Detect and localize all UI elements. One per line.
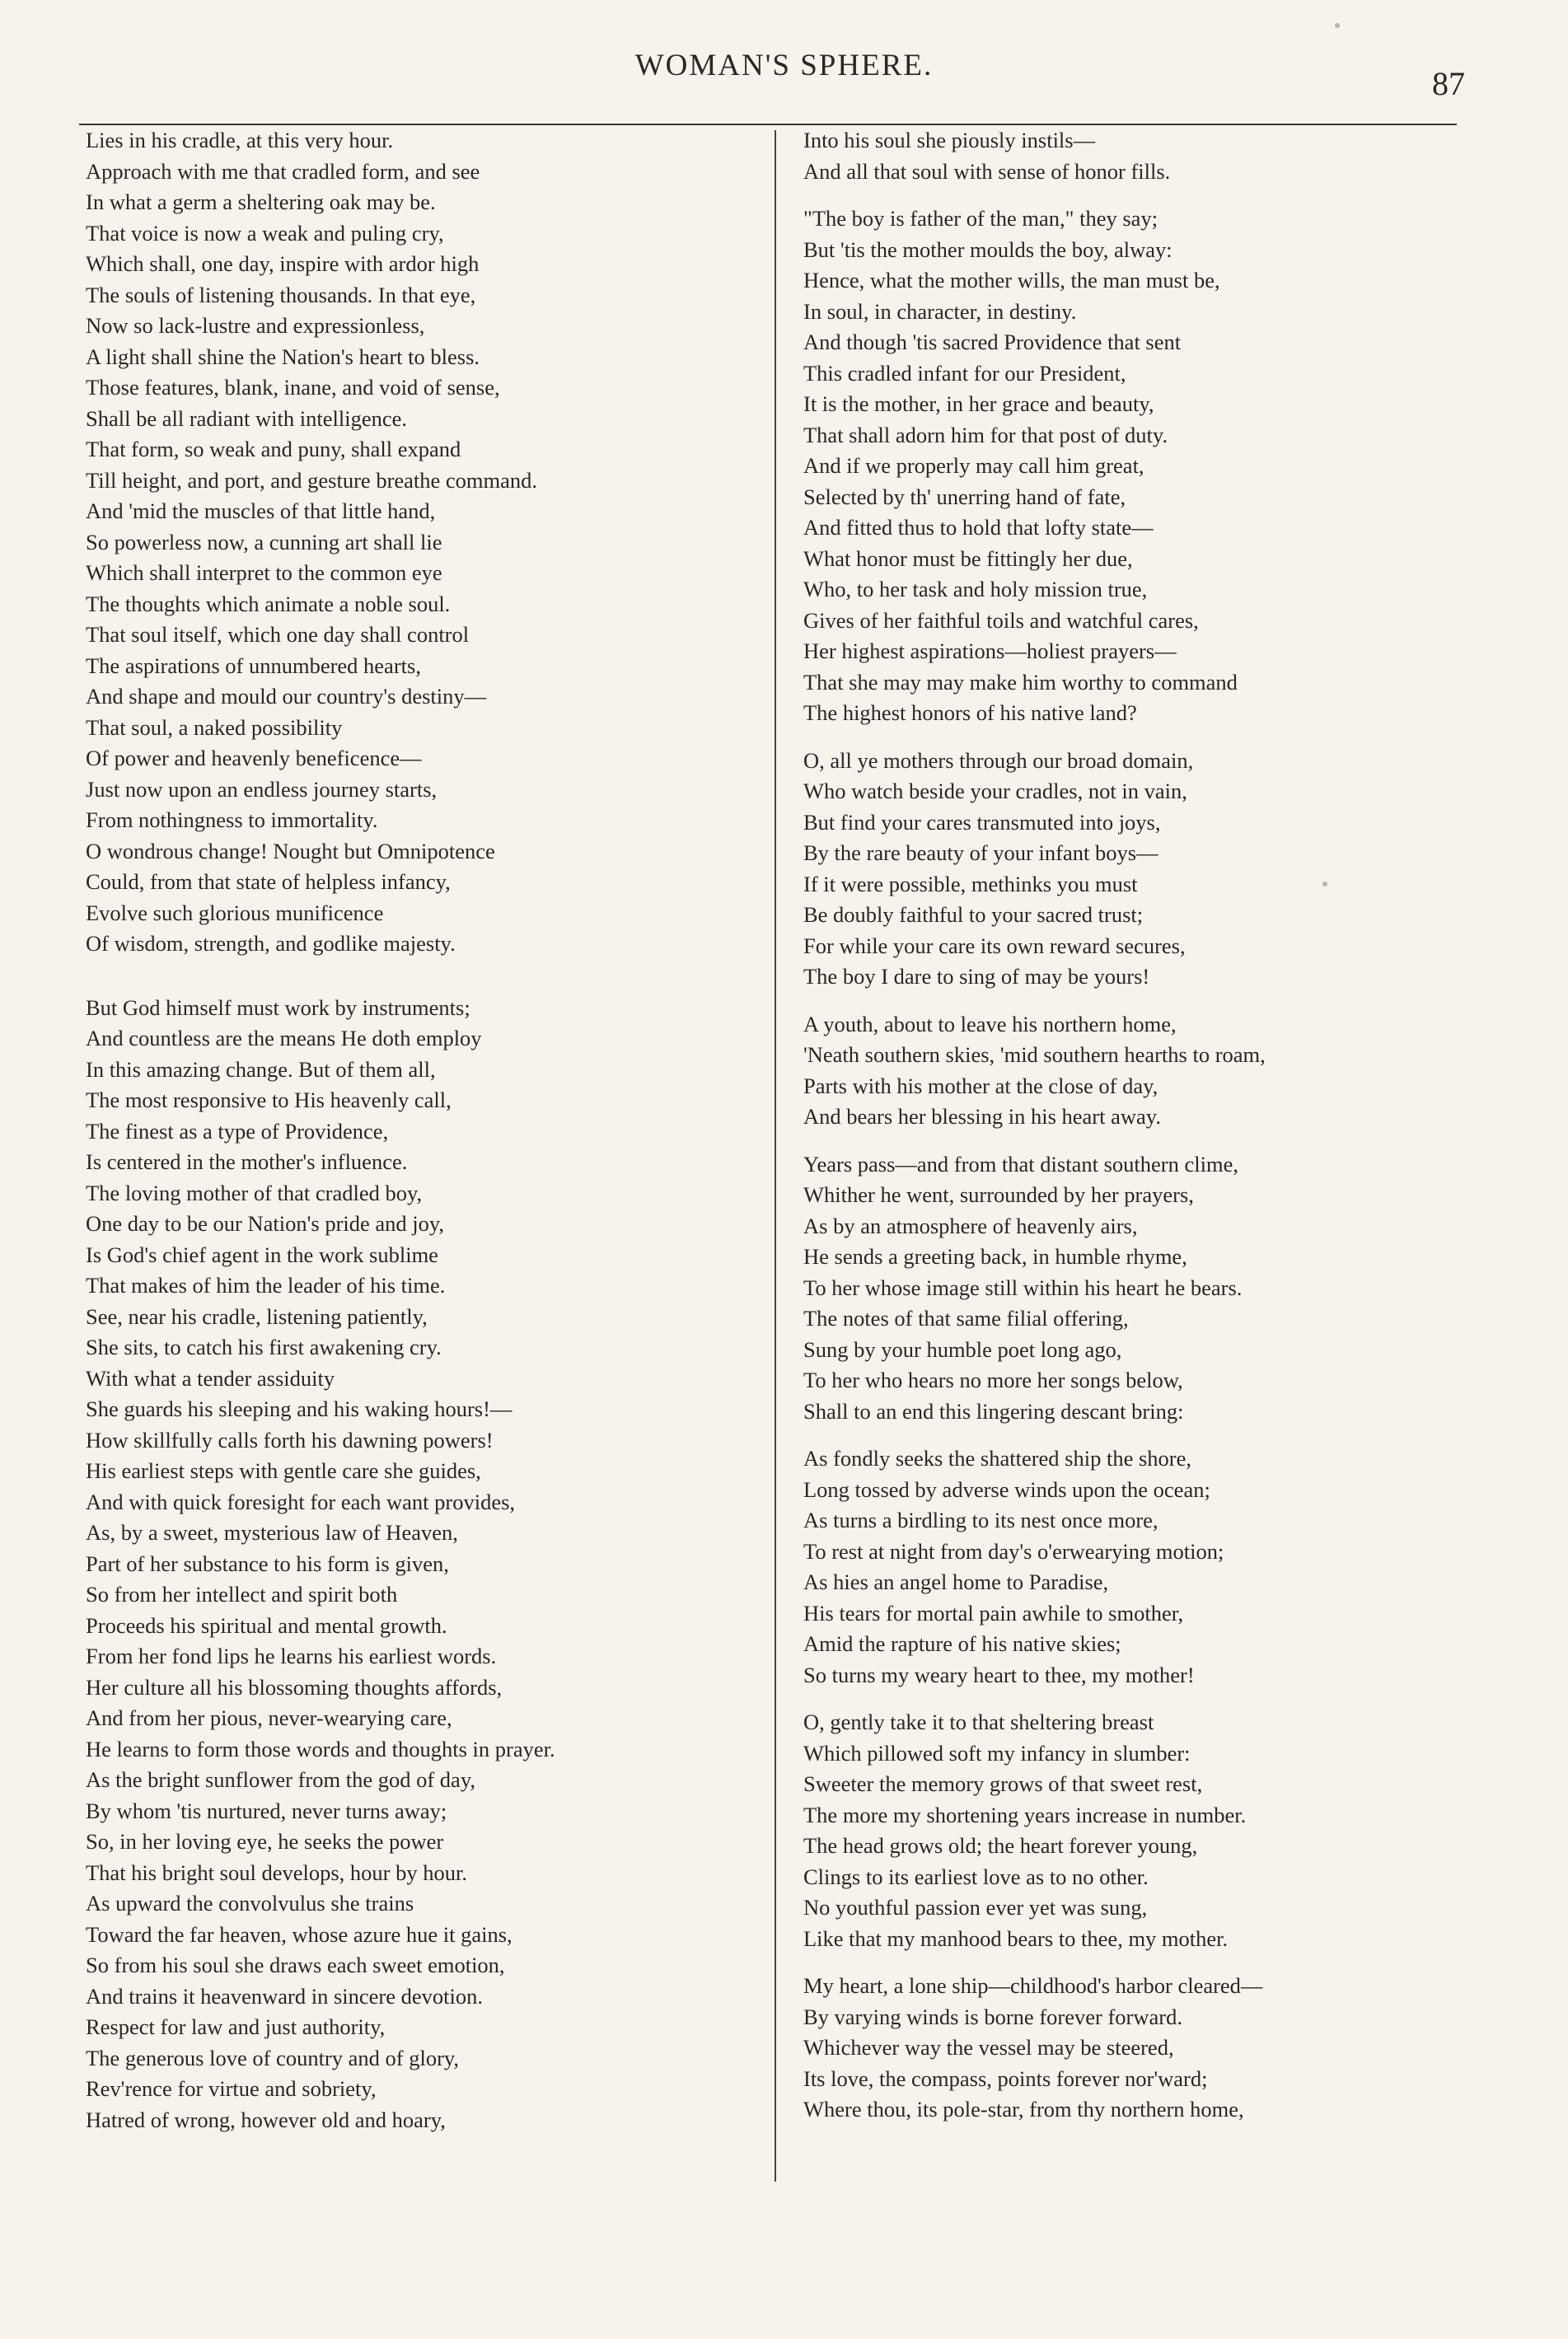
verse-line: With what a tender assiduity: [86, 1365, 335, 1391]
verse-line: Her culture all his blossoming thoughts affords,: [86, 1674, 503, 1700]
stanza: [86, 125, 745, 960]
verse-line: But God himself must work by instruments;: [86, 994, 470, 1020]
running-head: WOMAN'S SPHERE.: [634, 49, 934, 82]
verse-line: See, near his cradle, listening patiently,: [86, 1303, 428, 1329]
verse-line: Selected by th' unerring hand of fate,: [803, 484, 1126, 509]
verse-line: That soul, a naked possibility: [86, 714, 343, 740]
verse-line: And all that soul with sense of honor fills.: [803, 158, 1171, 184]
verse-line: She guards his sleeping and his waking hours!—: [86, 1396, 513, 1421]
verse-line: In what a germ a sheltering oak may be.: [86, 189, 436, 214]
verse-line: As hies an angel home to Paradise,: [803, 1569, 1109, 1594]
verse-line: And from her pious, never-wearying care,: [86, 1705, 452, 1730]
verse-line: And if we properly may call him great,: [803, 453, 1144, 478]
verse-line: And 'mid the muscles of that little hand,: [86, 498, 436, 523]
verse-line: So turns my weary heart to thee, my mother!: [803, 1662, 1195, 1687]
verse-line: Parts with his mother at the close of day,: [803, 1073, 1158, 1098]
verse-line: For while your care its own reward secures,: [803, 933, 1186, 958]
page-number: 87: [1432, 65, 1465, 102]
verse-line: Till height, and port, and gesture breathe command.: [86, 467, 538, 493]
verse-line: That shall adorn him for that post of duty.: [803, 422, 1168, 447]
stanza: [803, 1971, 1479, 2126]
verse-line: Just now upon an endless journey starts,: [86, 776, 438, 802]
verse-line: Rev'rence for virtue and sobriety,: [86, 2076, 377, 2101]
verse-line: The finest as a type of Providence,: [86, 1118, 389, 1144]
verse-line: By the rare beauty of your infant boys—: [803, 840, 1158, 865]
verse-line: Sung by your humble poet long ago,: [803, 1336, 1122, 1362]
verse-line: Is God's chief agent in the work sublime: [86, 1242, 438, 1267]
verse-line: Now so lack-lustre and expressionless,: [86, 313, 425, 338]
verse-line: Who watch beside your cradles, not in vain,: [803, 779, 1187, 803]
verse-line: And bears her blessing in his heart away.: [803, 1104, 1161, 1129]
verse-line: As turns a birdling to its nest once more,: [803, 1508, 1158, 1532]
verse-line: In soul, in character, in destiny.: [803, 298, 1077, 324]
verse-line: By whom 'tis nurtured, never turns away;: [86, 1798, 447, 1823]
verse-line: So, in her loving eye, he seeks the power: [86, 1829, 444, 1854]
stanza: [803, 203, 1479, 729]
verse-line: Which shall interpret to the common eye: [86, 560, 442, 585]
verse-line: What honor must be fittingly her due,: [803, 545, 1133, 571]
verse-line: Which pillowed soft my infancy in slumber:: [803, 1740, 1191, 1766]
verse-line: Her highest aspirations—holiest prayers—: [803, 639, 1177, 663]
verse-line: The loving mother of that cradled boy,: [86, 1180, 423, 1205]
verse-line: By varying winds is borne forever forward.: [803, 2004, 1182, 2029]
verse-line: O, all ye mothers through our broad domain,: [803, 747, 1194, 773]
verse-line: Shall to an end this lingering descant bring:: [803, 1398, 1184, 1424]
verse-line: To her whose image still within his heart he bears.: [803, 1275, 1243, 1300]
verse-line: That form, so weak and puny, shall expand: [86, 437, 461, 461]
verse-line: 'Neath southern skies, 'mid southern hearths to roam,: [803, 1042, 1266, 1067]
verse-line: Years pass—and from that distant southern clime,: [803, 1151, 1238, 1177]
verse-line: His earliest steps with gentle care she guides,: [86, 1458, 481, 1483]
verse-line: If it were possible, methinks you must: [803, 871, 1138, 896]
verse-line: Of wisdom, strength, and godlike majesty.: [86, 931, 456, 956]
stanza: [803, 1009, 1479, 1133]
verse-line: But 'tis the mother moulds the boy, alway:: [803, 236, 1172, 262]
verse-line: That she may may make him worthy to command: [803, 669, 1238, 695]
verse-line: Part of her substance to his form is given,: [86, 1551, 449, 1576]
verse-line: Who, to her task and holy mission true,: [803, 577, 1148, 601]
stanza: [86, 993, 745, 2136]
verse-line: And shape and mould our country's destiny—: [86, 684, 487, 709]
verse-line: My heart, a lone ship—childhood's harbor cleared—: [803, 1973, 1263, 1998]
verse-line: Could, from that state of helpless infancy,: [86, 869, 451, 894]
verse-line: And with quick foresight for each want provides,: [86, 1489, 516, 1514]
verse-line: The aspirations of unnumbered hearts,: [86, 653, 421, 678]
stanza: [803, 1707, 1479, 1954]
verse-line: That his bright soul develops, hour by hour.: [86, 1860, 467, 1885]
verse-line: Gives of her faithful toils and watchful cares,: [803, 607, 1199, 633]
verse-line: And though 'tis sacred Providence that sent: [803, 330, 1182, 354]
left-column: [86, 125, 745, 2136]
verse-line: That makes of him the leader of his time.: [86, 1273, 446, 1298]
verse-line: She sits, to catch his first awakening cry.: [86, 1335, 442, 1359]
stanza: [803, 746, 1479, 993]
verse-line: So from her intellect and spirit both: [86, 1582, 398, 1607]
verse-line: Whither he went, surrounded by her prayers,: [803, 1182, 1194, 1207]
verse-line: Hence, what the mother wills, the man must be,: [803, 268, 1220, 292]
verse-line: Be doubly faithful to your sacred trust;: [803, 902, 1144, 927]
verse-line: Like that my manhood bears to thee, my mother.: [803, 1925, 1229, 1951]
verse-line: As upward the convolvulus she trains: [86, 1891, 414, 1916]
verse-line: The generous love of country and of glory,: [86, 2045, 460, 2070]
verse-line: The most responsive to His heavenly call,: [86, 1088, 452, 1112]
verse-line: As the bright sunflower from the god of day,: [86, 1767, 475, 1792]
verse-line: Whichever way the vessel may be steered,: [803, 2035, 1174, 2060]
verse-line: Evolve such glorious munificence: [86, 900, 384, 925]
verse-line: Its love, the compass, points forever nor'ward;: [803, 2065, 1208, 2091]
verse-line: From her fond lips he learns his earliest words.: [86, 1644, 497, 1668]
verse-line: The more my shortening years increase in number.: [803, 1802, 1247, 1827]
paper-speck: [1335, 23, 1340, 28]
verse-line: The boy I dare to sing of may be yours!: [803, 964, 1150, 989]
verse-line: As by an atmosphere of heavenly airs,: [803, 1213, 1138, 1238]
verse-line: That voice is now a weak and puling cry,: [86, 220, 444, 246]
verse-line: Hatred of wrong, however old and hoary,: [86, 2107, 446, 2132]
verse-line: Respect for law and just authority,: [86, 2014, 386, 2039]
verse-line: Of power and heavenly beneficence—: [86, 746, 422, 770]
verse-line: His tears for mortal pain awhile to smother,: [803, 1600, 1184, 1626]
verse-line: One day to be our Nation's pride and joy,: [86, 1211, 445, 1236]
verse-line: Clings to its earliest love as to no other.: [803, 1864, 1149, 1889]
verse-line: As fondly seeks the shattered ship the shore,: [803, 1446, 1192, 1471]
verse-line: And fitted thus to hold that lofty state—: [803, 515, 1154, 540]
verse-line: Shall be all radiant with intelligence.: [86, 405, 408, 431]
verse-line: No youthful passion ever yet was sung,: [803, 1895, 1148, 1920]
stanza: [803, 1149, 1479, 1428]
paper-speck: [1322, 882, 1327, 886]
verse-line: Amid the rapture of his native skies;: [803, 1631, 1121, 1656]
column-divider: [775, 130, 776, 2182]
verse-line: A light shall shine the Nation's heart to bless.: [86, 344, 480, 369]
verse-line: The head grows old; the heart forever young,: [803, 1833, 1198, 1858]
verse-line: "The boy is father of the man," they say;: [803, 206, 1158, 231]
stanza: [803, 1443, 1479, 1691]
verse-line: Into his soul she piously instils—: [803, 128, 1096, 152]
verse-line: He learns to form those words and thoughts in prayer.: [86, 1736, 555, 1761]
verse-line: But find your cares transmuted into joys,: [803, 809, 1161, 835]
verse-line: As, by a sweet, mysterious law of Heaven,: [86, 1520, 458, 1545]
verse-line: To rest at night from day's o'erwearying motion;: [803, 1538, 1224, 1564]
verse-line: It is the mother, in her grace and beauty,: [803, 391, 1154, 416]
verse-line: So powerless now, a cunning art shall lie: [86, 529, 442, 554]
verse-line: That soul itself, which one day shall control: [86, 622, 470, 647]
verse-line: Which shall, one day, inspire with ardor high: [86, 251, 480, 276]
verse-line: Where thou, its pole-star, from thy northern home,: [803, 2097, 1244, 2121]
verse-line: Toward the far heaven, whose azure hue it gains,: [86, 1921, 513, 1947]
verse-line: And trains it heavenward in sincere devotion.: [86, 1983, 484, 2009]
verse-line: Approach with me that cradled form, and see: [86, 158, 480, 184]
verse-line: And countless are the means He doth employ: [86, 1026, 482, 1050]
verse-line: Those features, blank, inane, and void of sense,: [86, 375, 500, 400]
verse-line: He sends a greeting back, in humble rhyme,: [803, 1244, 1187, 1269]
verse-line: The souls of listening thousands. In that eye,: [86, 282, 476, 307]
verse-line: Long tossed by adverse winds upon the ocean;: [803, 1476, 1210, 1502]
verse-line: To her who hears no more her songs below,: [803, 1368, 1183, 1392]
verse-line: The thoughts which animate a noble soul.: [86, 591, 451, 616]
verse-line: So from his soul she draws each sweet emotion,: [86, 1953, 505, 1977]
verse-line: O wondrous change! Nought but Omnipotence: [86, 838, 495, 863]
verse-line: A youth, about to leave his northern home,: [803, 1011, 1177, 1036]
verse-line: O, gently take it to that sheltering breast: [803, 1710, 1154, 1734]
verse-line: How skillfully calls forth his dawning powers!: [86, 1427, 494, 1453]
verse-line: Proceeds his spiritual and mental growth.: [86, 1612, 447, 1638]
verse-line: From nothingness to immortality.: [86, 807, 378, 832]
right-column: [803, 125, 1479, 2126]
verse-line: Lies in his cradle, at this very hour.: [86, 128, 394, 152]
verse-line: The highest honors of his native land?: [803, 700, 1137, 725]
verse-line: In this amazing change. But of them all,: [86, 1056, 436, 1082]
verse-line: Sweeter the memory grows of that sweet rest,: [803, 1771, 1203, 1796]
stanza: [803, 125, 1479, 187]
verse-line: Is centered in the mother's influence.: [86, 1149, 408, 1174]
verse-line: The notes of that same filial offering,: [803, 1306, 1129, 1331]
verse-line: This cradled infant for our President,: [803, 360, 1126, 386]
